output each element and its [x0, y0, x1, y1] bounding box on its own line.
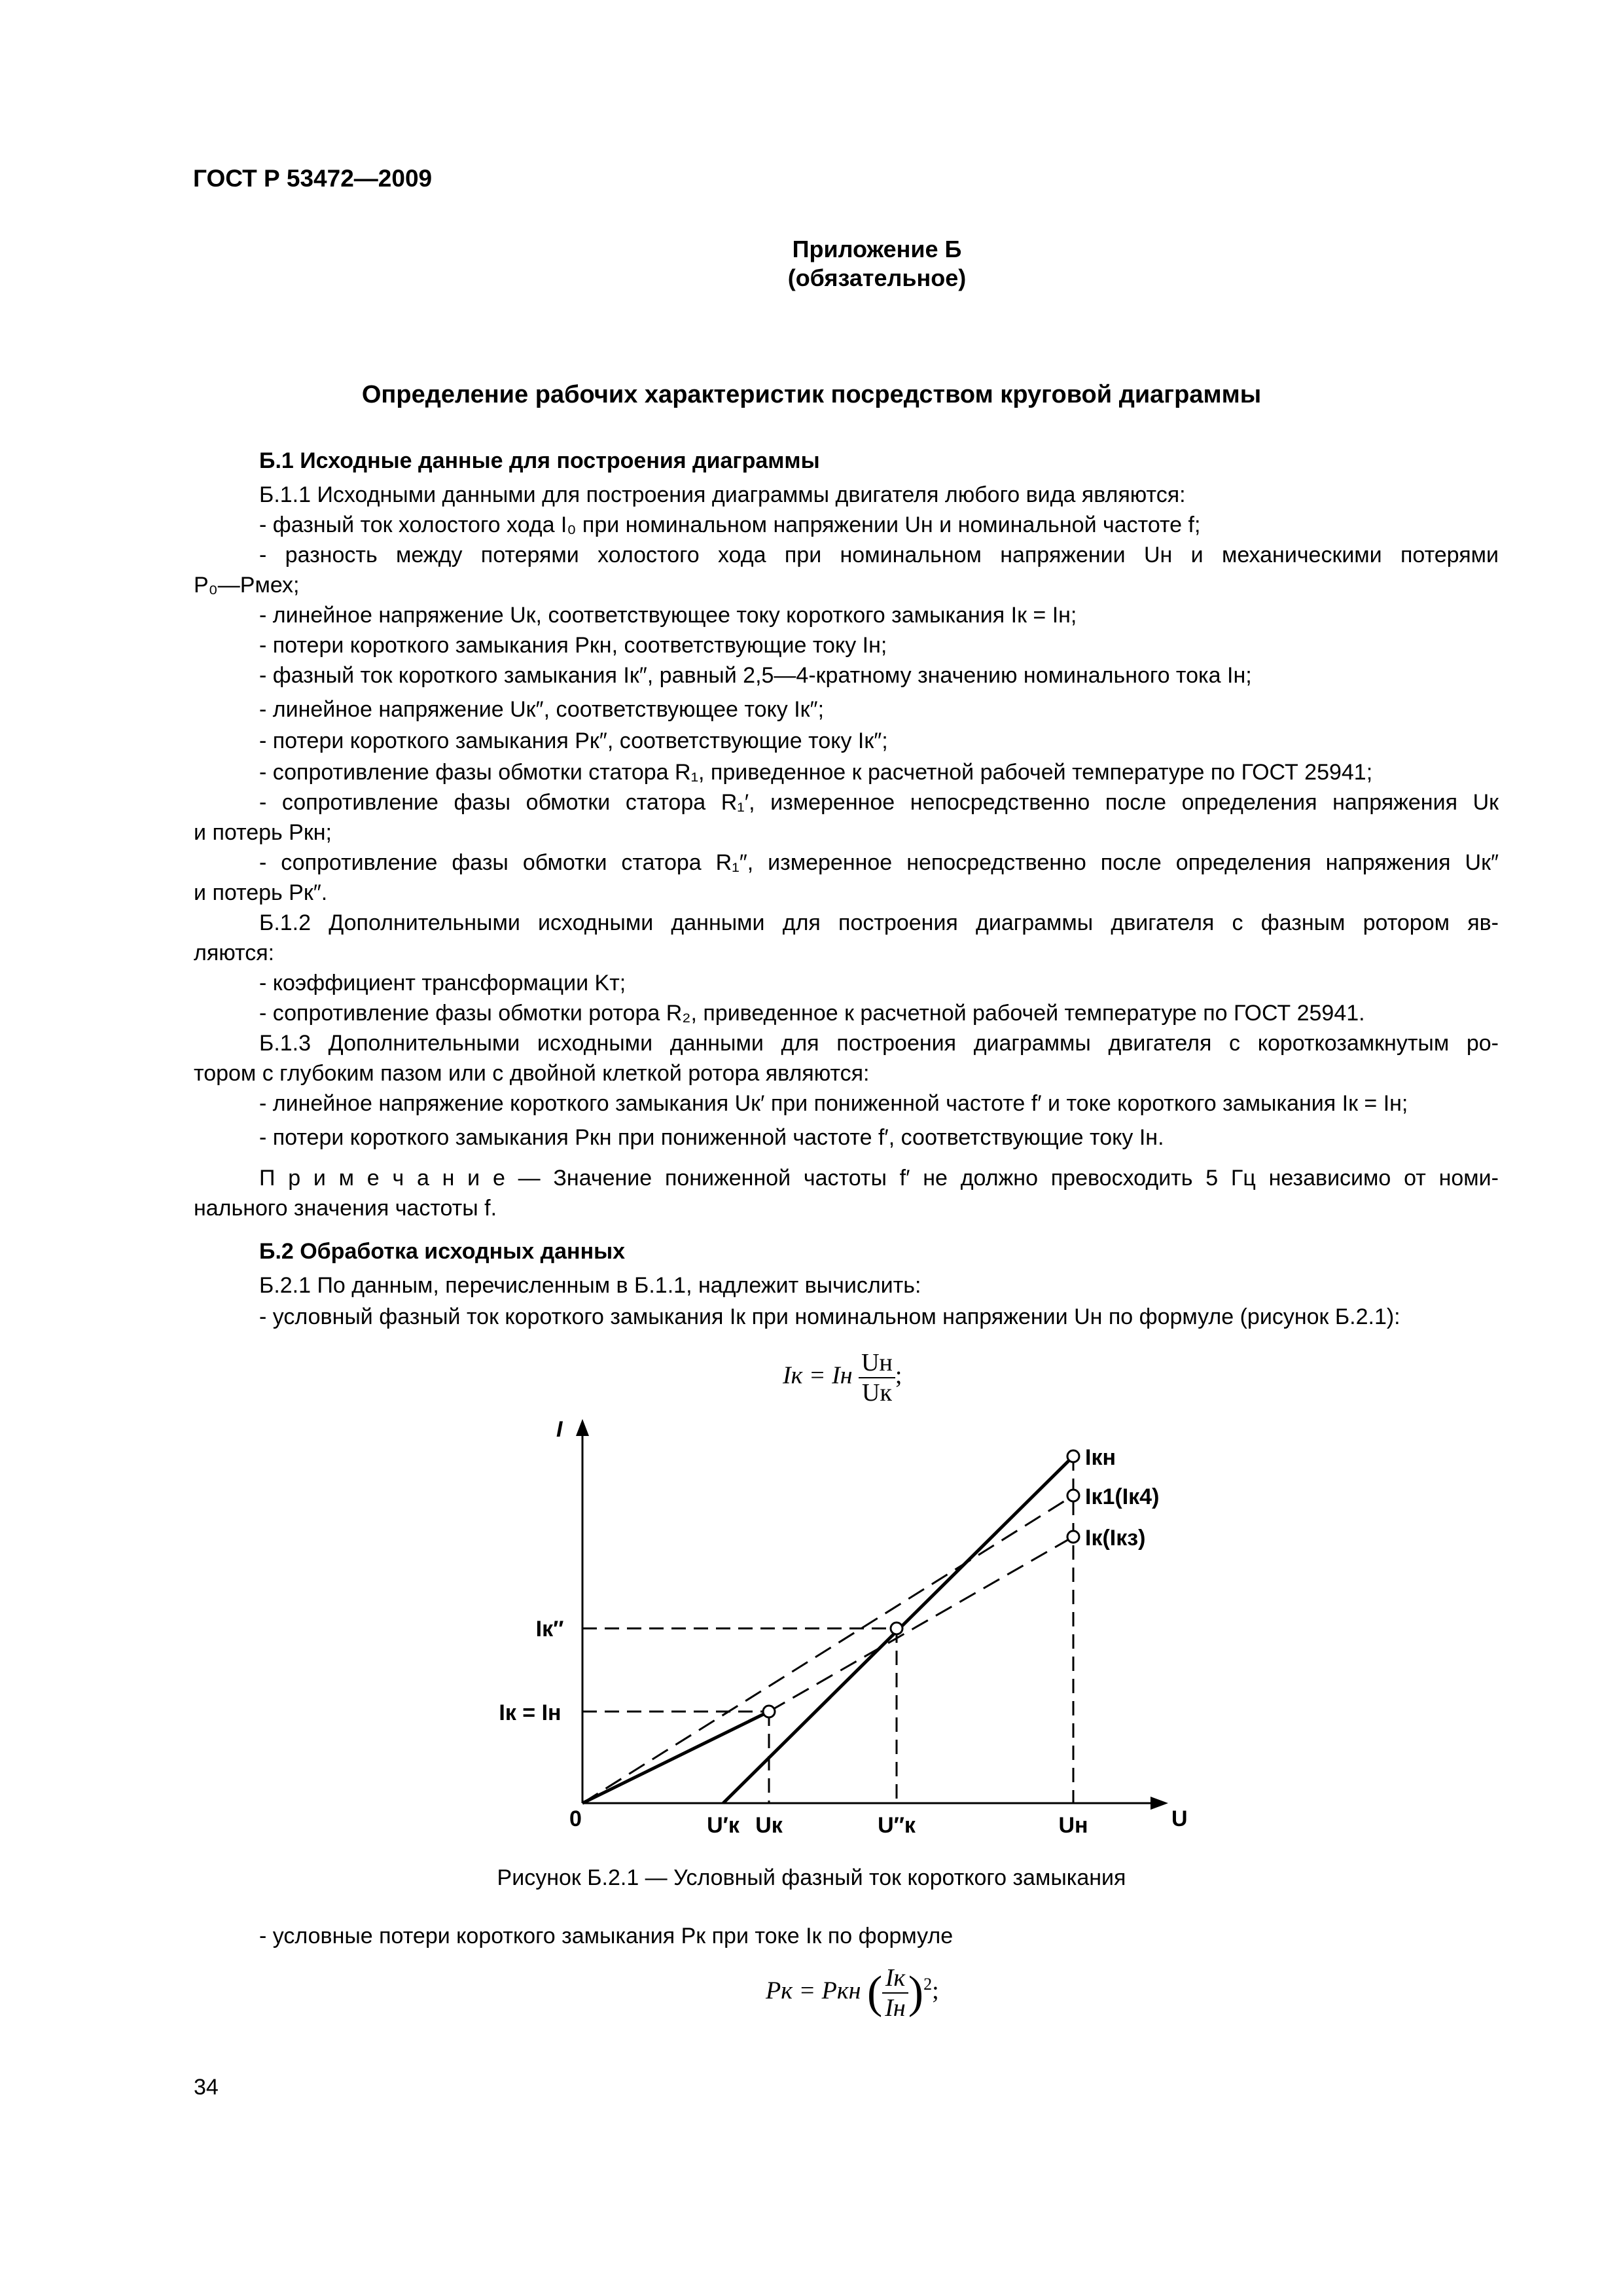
point-ikz — [1067, 1531, 1079, 1543]
curve-label-ik1: Iк1(Iк4) — [1085, 1484, 1160, 1509]
list-item: - условные потери короткого замыкания Pк при токе Iк по формуле — [259, 1924, 954, 1948]
curve-label-ikz: Iк(Iкз) — [1085, 1526, 1146, 1551]
list-item: - линейное напряжение Uк″, соответствующее току Iк″; — [259, 697, 825, 722]
list-item: - условный фазный ток короткого замыкания Iк при номинальном напряжении Uн по формуле (рисунок Б.2.1): — [259, 1304, 1400, 1329]
paragraph-line: Б.1.1 Исходными данными для построения диаграммы двигателя любого вида являются: — [259, 482, 1186, 507]
x-label-uk1: U′к — [707, 1813, 740, 1838]
note-line: нального значения частоты f. — [194, 1196, 497, 1221]
paragraph-line: Б.1.3 Дополнительными исходными данными для построения диаграммы двигателя с короткозамкнутым ро- — [259, 1031, 1499, 1056]
point-ik2 — [891, 1623, 902, 1634]
x-label-uk: Uк — [755, 1813, 783, 1838]
paragraph-line: P₀—Pмех; — [194, 573, 300, 598]
paragraph-line: и потерь Pк″. — [194, 880, 328, 905]
paragraph-line: ляются: — [194, 941, 275, 965]
list-item: - линейное напряжение Uк, соответствующее току короткого замыкания Iк = Iн; — [259, 603, 1077, 628]
page-number: 34 — [194, 2075, 219, 2100]
list-item: - сопротивление фазы обмотки статора R₁, приведенное к расчетной рабочей температуре по ГОСТ 25941; — [259, 760, 1373, 785]
origin-label: 0 — [569, 1806, 582, 1831]
formula-tail: ; — [932, 1977, 939, 2005]
document-header: ГОСТ Р 53472—2009 — [193, 165, 433, 192]
curve-ik1 — [582, 1496, 1073, 1803]
list-item: - потери короткого замыкания Pкн, соответствующие току Iн; — [259, 633, 887, 658]
note-line: П р и м е ч а н и е — Значение пониженной частоты f′ не должно превосходить 5 Гц независимо от номи- — [259, 1166, 1499, 1191]
curve-short-solid — [582, 1712, 769, 1803]
markers — [763, 1450, 1079, 1717]
paragraph-line: Б.1.2 Дополнительными исходными данными для построения диаграммы двигателя с фазным ротором яв- — [259, 910, 1499, 935]
curve-label-ikn: Iкн — [1085, 1445, 1116, 1470]
formula-fraction — [882, 1964, 908, 2022]
x-label-uk2: U″к — [878, 1813, 916, 1838]
formula-ik — [783, 1348, 902, 1407]
x-axis-arrow — [1150, 1797, 1168, 1810]
list-item: - фазный ток короткого замыкания Iк″, равный 2,5—4-кратному значению номинального тока Iн; — [259, 663, 1252, 688]
list-item: - линейное напряжение короткого замыкания Uк′ при пониженной частоте f′ и токе короткого замыкания Iк = Iн; — [259, 1091, 1408, 1116]
point-ik1 — [1067, 1490, 1079, 1501]
appendix-title: Приложение Б — [792, 236, 962, 262]
formula-tail: ; — [895, 1361, 902, 1390]
section-heading-b1: Б.1 Исходные данные для построения диаграммы — [259, 448, 820, 473]
formula-exponent: 2 — [923, 1975, 933, 1994]
list-item: - фазный ток холостого хода I₀ при номинальном напряжении Uн и номинальной частоте f; — [259, 512, 1201, 537]
list-item: - сопротивление фазы обмотки ротора R₂, приведенное к расчетной рабочей температуре по ГОСТ 25941. — [259, 1001, 1365, 1026]
formula-lhs: Iк = Iн — [783, 1361, 853, 1390]
y-label-ik2: Iк″ — [535, 1617, 564, 1641]
paren-right: ) — [908, 1967, 924, 2018]
labels — [499, 1417, 1187, 1838]
y-axis-arrow — [576, 1419, 589, 1436]
formula-pk — [766, 1964, 939, 2022]
list-item: - разность между потерями холостого хода при номинальном напряжении Uн и механическими потерями — [259, 543, 1499, 567]
list-item: - сопротивление фазы обмотки статора R₁″, измеренное непосредственно после определения напряжения Uк″ — [259, 850, 1499, 875]
formula-numerator: Uн — [859, 1348, 895, 1378]
paragraph-line: тором с глубоким пазом или с двойной клеткой ротора являются: — [194, 1061, 870, 1086]
formula-fraction — [859, 1348, 895, 1407]
paren-left: ( — [866, 1967, 883, 2018]
list-item: - коэффициент трансформации Kт; — [259, 971, 626, 996]
paragraph-line: и потерь Pкн; — [194, 820, 332, 845]
y-label-ik: Iк = Iн — [499, 1700, 562, 1725]
paragraph-line: Б.2.1 По данным, перечисленным в Б.1.1, надлежит вычислить: — [259, 1273, 921, 1298]
formula-numerator: Iк — [882, 1964, 908, 1994]
y-axis-label: I — [556, 1417, 563, 1442]
section-heading-b2: Б.2 Обработка исходных данных — [259, 1239, 626, 1264]
list-item: - потери короткого замыкания Pк″, соответствующие току Iк″; — [259, 728, 888, 753]
formula-denominator: Uк — [862, 1379, 892, 1407]
list-item: - сопротивление фазы обмотки статора R₁′, измеренное непосредственно после определения напряжения Uк — [259, 790, 1499, 815]
curve-ik — [769, 1537, 1073, 1712]
curves — [582, 1456, 1073, 1803]
point-ikn — [1067, 1450, 1079, 1462]
x-label-un: Uн — [1058, 1813, 1088, 1838]
page-title: Определение рабочих характеристик посредством круговой диаграммы — [361, 381, 1262, 408]
list-item: - потери короткого замыкания Pкн при пониженной частоте f′, соответствующие току Iн. — [259, 1125, 1164, 1150]
point-ik — [763, 1706, 775, 1717]
formula-lhs: Pк = Pкн — [766, 1977, 861, 2005]
appendix-subtitle: (обязательное) — [787, 264, 967, 291]
x-axis-label: U — [1171, 1806, 1188, 1831]
figure-caption: Рисунок Б.2.1 — Условный фазный ток короткого замыкания — [497, 1865, 1126, 1890]
formula-denominator: Iн — [885, 1994, 906, 2022]
figure-b21 — [458, 1407, 1217, 1852]
guide-lines — [582, 1456, 1073, 1803]
